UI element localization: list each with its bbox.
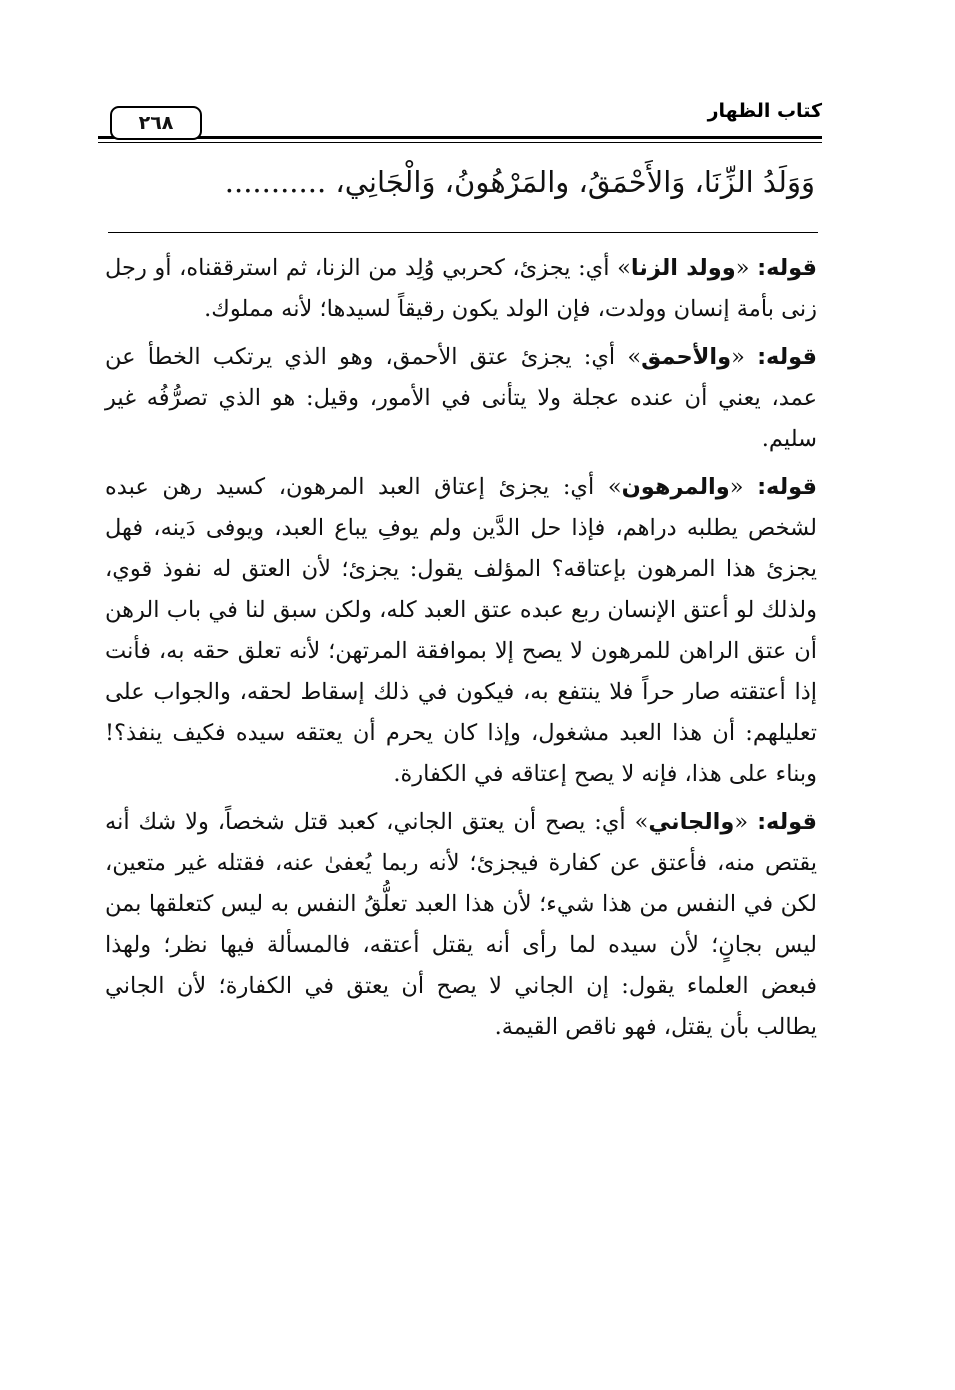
page-number: ٢٦٨ [110,106,202,140]
header-rule-thin [98,142,822,143]
quote-close: » [607,474,622,500]
commentary-paragraph [105,337,817,460]
qawl-label: قوله: [757,255,818,281]
paragraph-text: أي: يجزئ إعتاق العبد المرهون، كسيد رهن عبده لشخص يطلبه دراهم، فإذا حل الدَّين ولم يوفِ يباع العبد، ويوفى دَينه، فهل يجزئ هذا المرهون بإعتاقه؟ المؤلف يقول: يجزئ؛ لأن العتق له نفوذ قوي، ولذلك لو أعتق الإنسان ربع عبده عتق العبد كله، ولكن سبق لنا في باب الرهن أن عتق الراهن للمرهون لا يصح إلا بموافقة المرتهن؛ لأنه تعلق حقه به، فأنت إذا أعتقته صار حراً فلا ينتفع به، فيكون في ذلك إسقاط لحقه، والجواب على تعليلهم: أن هذا العبد مشغول، وإذا كان يحرم أن يعتقه سيده فكيف ينفذ؟! وبناء على هذا، فإنه لا يصح إعتاقه في الكفارة. [105,474,817,787]
book-title: كتاب الظهار [707,100,822,122]
paragraph-text: أي: يجزئ، كحربي وُلِد من الزنا، ثم استرققناه، أو رجل زنى بأمة إنسان وولدت، فإن الولد يكون رقيقاً لسيدها؛ لأنه مملوك. [105,255,817,322]
quote-open: « [735,255,750,281]
quoted-term: والمرهون [621,474,730,500]
quote-open: « [734,809,749,835]
matn-text: وَوَلَدُ الزِّنَا، وَالأَحْمَقُ، والمَرْهُونُ، وَالْجَانِي، ........... [224,165,815,199]
commentary-paragraph [105,802,817,1048]
matn-divider [108,232,818,233]
header-rule-thick [98,136,822,139]
quote-open: « [731,344,745,370]
quote-open: « [729,474,744,500]
commentary-paragraph [105,248,817,330]
quoted-term: وولد الزنا [630,255,736,281]
page-header [98,98,822,142]
quote-close: » [627,344,642,370]
commentary [105,248,817,1055]
quote-close: » [617,255,631,281]
quote-close: » [634,809,649,835]
paragraph-text: أي: يجزئ عتق الأحمق، وهو الذي يرتكب الخطأ عن عمد، يعني أن عنده عجلة ولا يتأنى في الأمور، وقيل: هو الذي تصرُّفُه غير سليم. [105,344,817,452]
qawl-label: قوله: [757,474,817,500]
qawl-label: قوله: [757,344,817,370]
quoted-term: والجاني [648,809,735,835]
qawl-label: قوله: [757,809,817,835]
commentary-paragraph [105,467,817,795]
quoted-term: والأحمق [641,344,732,370]
paragraph-text: أي: يصح أن يعتق الجاني، كعبد قتل شخصاً، ولا شك أنه يقتص منه، فأعتق عن كفارة فيجزئ؛ لأنه ربما يُعفىٰ عنه، فقتله غير متعين، لكن في النفس من هذا شيء؛ لأن هذا العبد تعلُّقُ النفس به ليس كتعلقها بمن ليس بجانٍ؛ لأن سيده لما رأى أنه يقتل أعتقه، فالمسألة فيها نظر؛ ولهذا فبعض العلماء يقول: إن الجاني لا يصح أن يعتق في الكفارة؛ لأن الجاني يطالب بأن يقتل، فهو ناقص القيمة. [105,809,817,1040]
